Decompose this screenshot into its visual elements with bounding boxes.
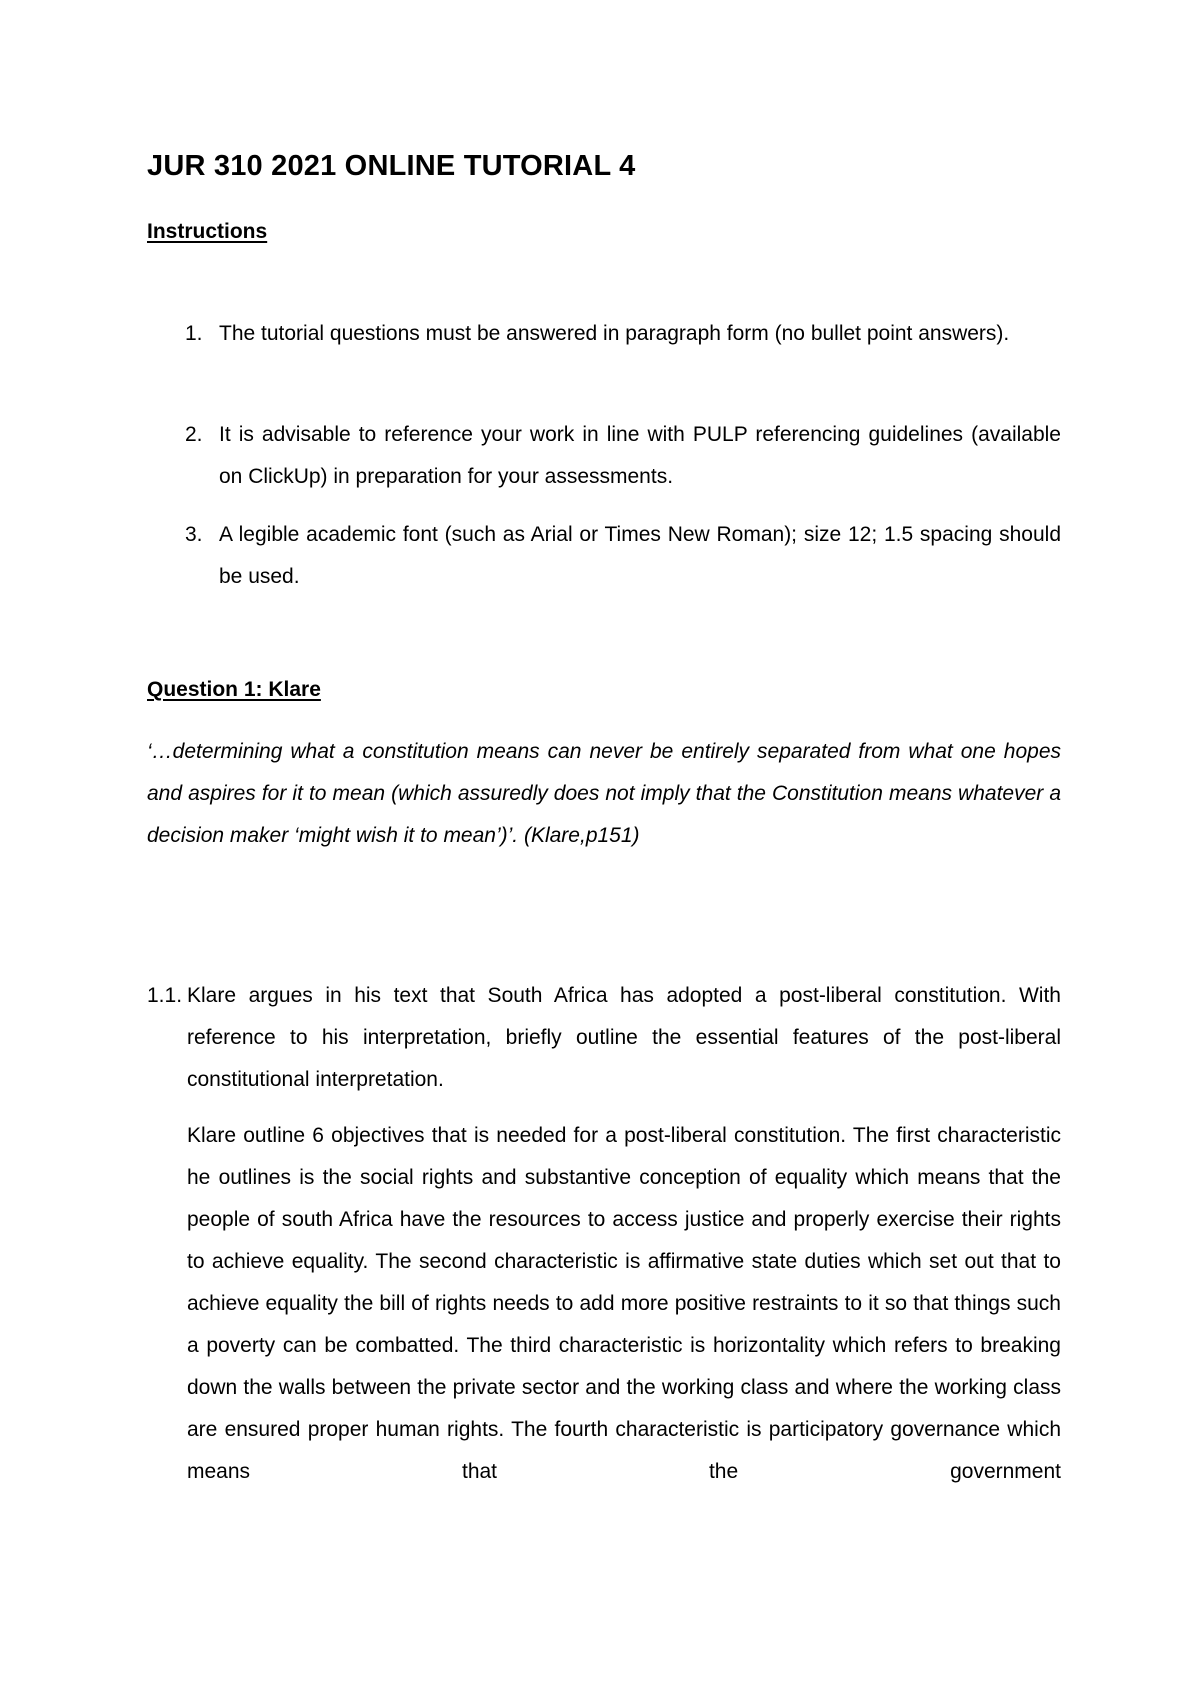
instruction-number: 3.: [185, 523, 203, 546]
instruction-text: The tutorial questions must be answered in paragraph form (no bullet point answers).: [219, 322, 1010, 345]
question-1-heading: Question 1: Klare: [147, 678, 321, 701]
sub-question-text: Klare argues in his text that South Africa has adopted a post-liberal constitution. With reference to his interpretation, briefly outline the essential features of the post-liberal constitutional interpretation.: [187, 984, 1061, 1091]
instruction-number: 2.: [185, 423, 203, 446]
instructions-heading: Instructions: [147, 220, 268, 243]
document-title: JUR 310 2021 ONLINE TUTORIAL 4: [147, 150, 636, 182]
sub-question-number: 1.1.: [147, 984, 183, 1007]
klare-quote: ‘…determining what a constitution means can never be entirely separated from what one hopes and aspires for it to mean (which assuredly does not imply that the Constitution means whatever a decision maker ‘might wish it to mean’)’. (Klare,p151): [147, 740, 1061, 847]
instruction-text: It is advisable to reference your work in line with PULP referencing guidelines (available on ClickUp) in preparation for your assessments.: [219, 423, 1061, 488]
answer-paragraph: Klare outline 6 objectives that is needed for a post-liberal constitution. The first characteristic he outlines is the social rights and substantive conception of equality which means that the people of south Africa have the resources to access justice and properly exercise their rights to achieve equality. The second characteristic is affirmative state duties which set out that to achieve equality the bill of rights needs to add more positive restraints to it so that things such a poverty can be combatted. The third characteristic is horizontality which refers to breaking down the walls between the private sector and the working class and where the working class are ensured proper human rights. The fourth characteristic is participatory governance which means that the government: [187, 1124, 1061, 1483]
instruction-number: 1.: [185, 322, 203, 345]
instruction-text: A legible academic font (such as Arial or Times New Roman); size 12; 1.5 spacing should be used.: [219, 523, 1061, 588]
